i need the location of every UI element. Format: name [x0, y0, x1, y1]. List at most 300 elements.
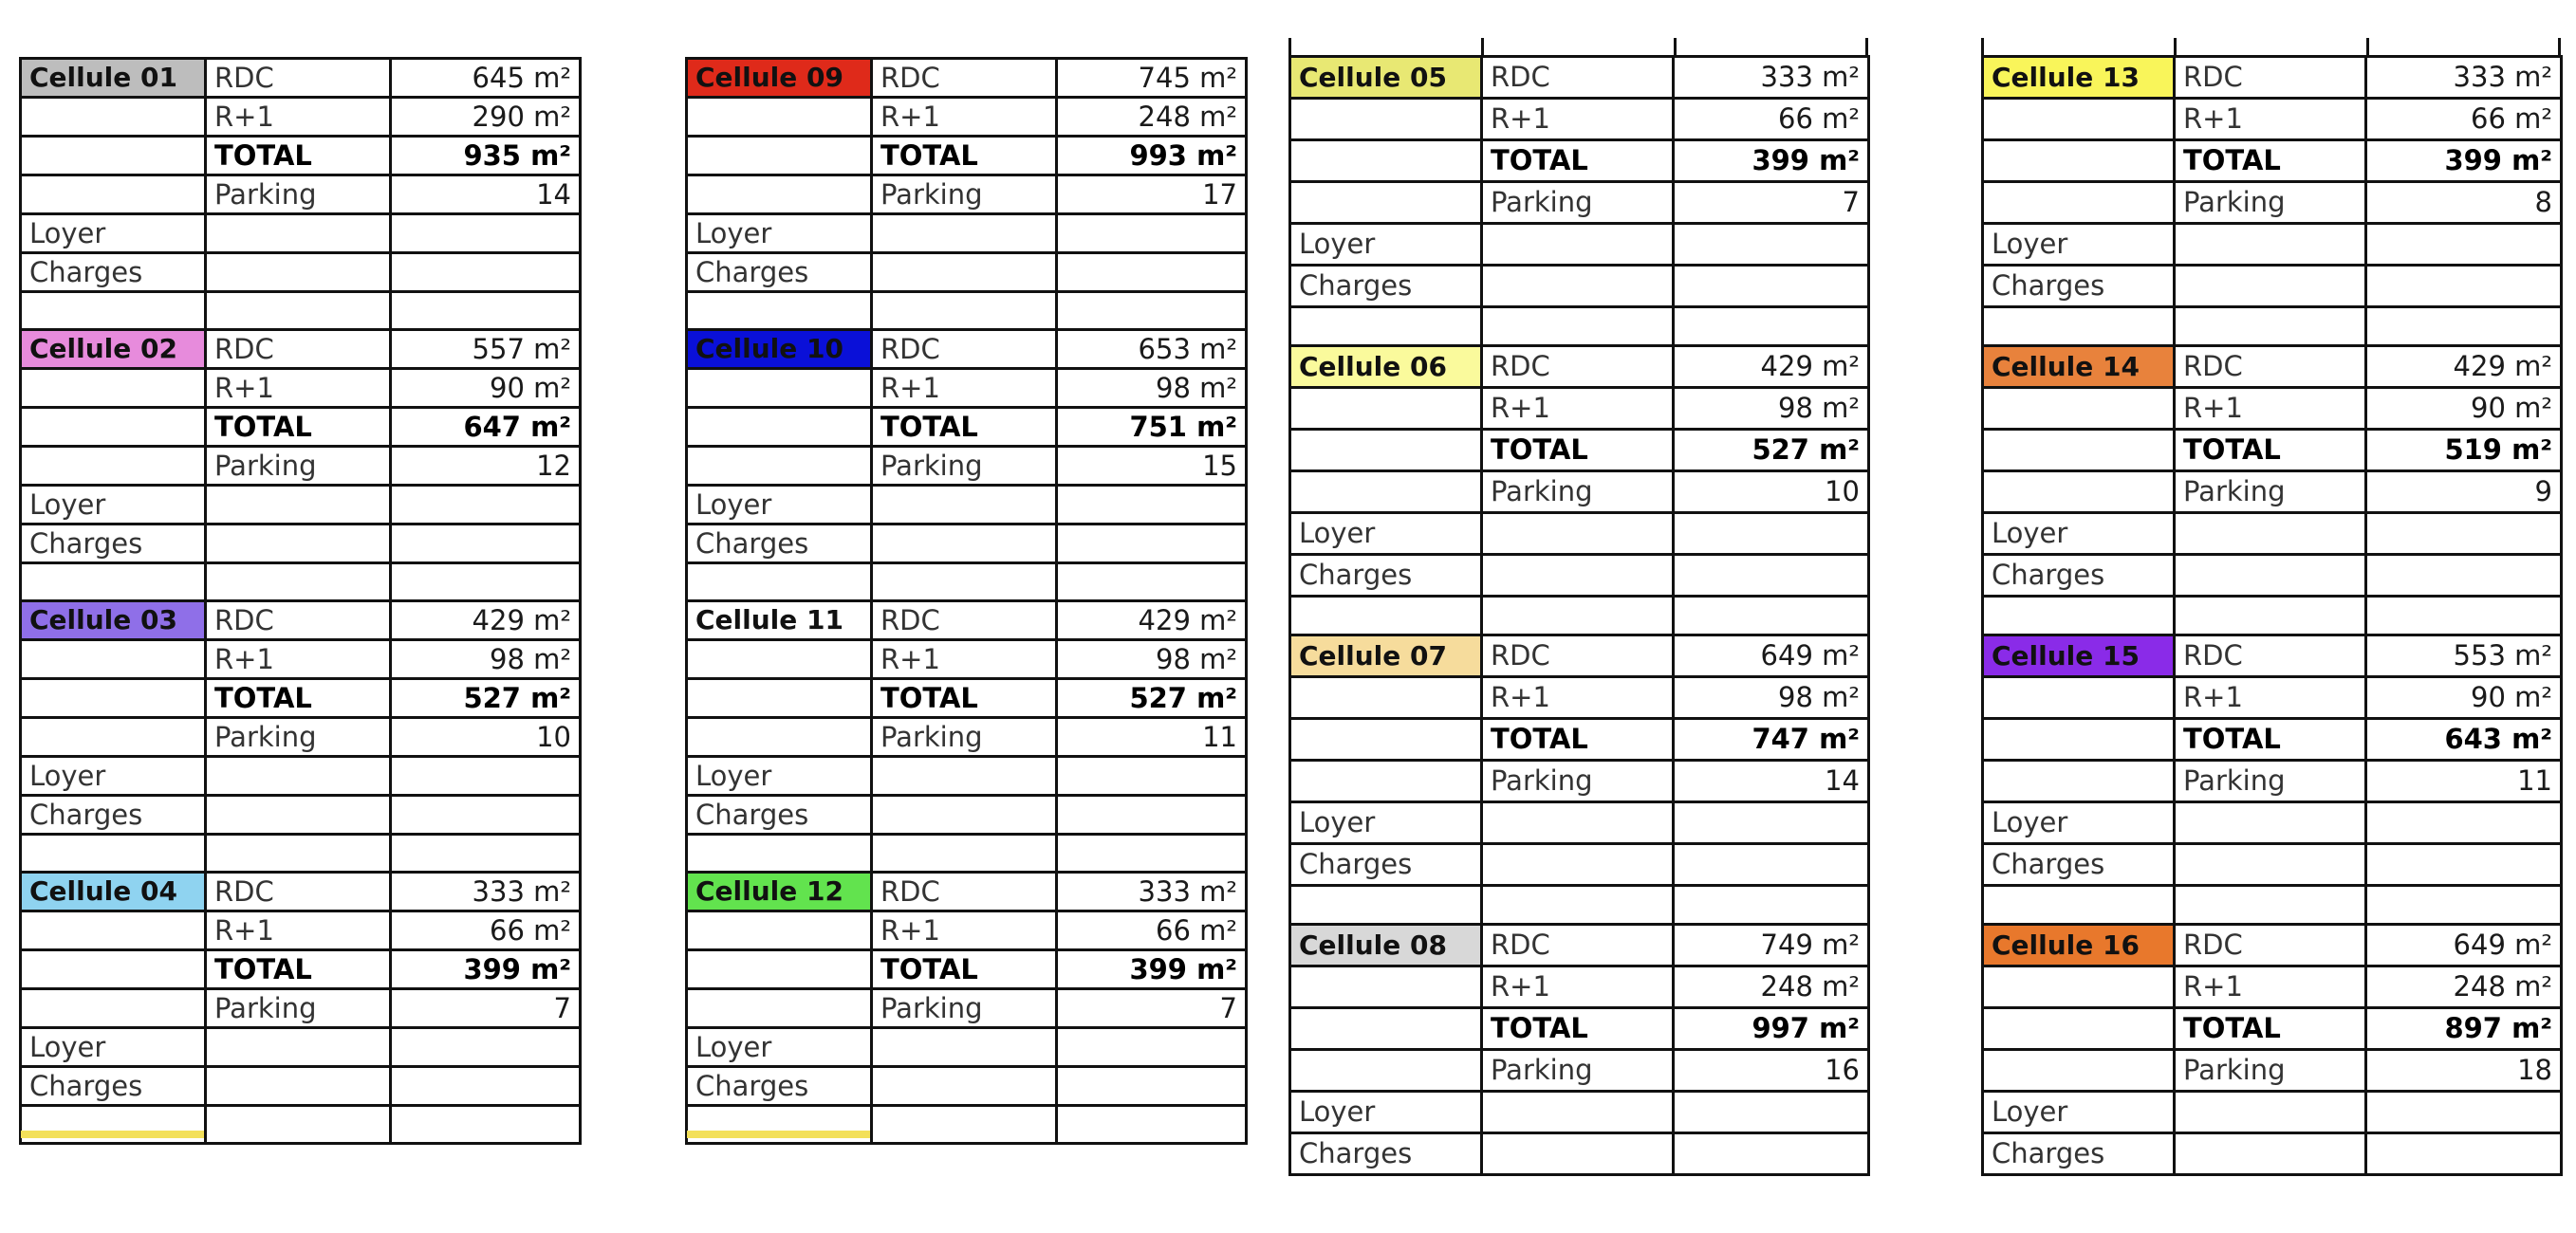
table-row	[687, 137, 1247, 175]
table-row	[1983, 182, 2562, 224]
empty-cell	[2366, 844, 2562, 886]
spacer-row	[1983, 886, 2562, 925]
r1-row-label: R+1	[1482, 966, 1674, 1008]
head-value: 429 m²	[1674, 346, 1869, 388]
table-row	[687, 253, 1247, 292]
cellule-name: Cellule 13	[1983, 57, 2175, 99]
table-row	[1983, 1008, 2562, 1050]
empty-cell	[21, 137, 206, 175]
charges-label: Charges	[1983, 266, 2175, 307]
empty-cell	[1983, 140, 2175, 182]
head-row-label: RDC	[1482, 925, 1674, 966]
empty-cell	[1290, 430, 1482, 471]
empty-cell	[1290, 182, 1482, 224]
empty-cell	[21, 835, 206, 873]
empty-cell	[1290, 307, 1482, 346]
total-row-label: TOTAL	[872, 950, 1057, 989]
empty-cell	[391, 835, 581, 873]
empty-cell	[1674, 224, 1869, 266]
total-value: 399 m²	[1674, 140, 1869, 182]
empty-cell	[1482, 1133, 1674, 1175]
total-row-label: TOTAL	[872, 408, 1057, 447]
empty-cell	[872, 486, 1057, 524]
empty-cell	[1290, 1050, 1482, 1092]
table-row	[687, 98, 1247, 137]
table-row	[1983, 513, 2562, 555]
empty-cell	[391, 292, 581, 330]
table-row	[1983, 844, 2562, 886]
table-row	[1290, 635, 1869, 677]
parking-value: 7	[1057, 989, 1247, 1028]
table-row	[1983, 555, 2562, 597]
empty-cell	[1290, 966, 1482, 1008]
empty-cell	[1057, 835, 1247, 873]
total-row-label: TOTAL	[2175, 430, 2366, 471]
total-value: 399 m²	[1057, 950, 1247, 989]
r1-row-label: R+1	[206, 911, 391, 950]
empty-cell	[21, 563, 206, 601]
empty-cell	[872, 253, 1057, 292]
cellule-name: Cellule 11	[687, 601, 872, 640]
empty-cell	[1674, 555, 1869, 597]
head-value: 333 m²	[1057, 873, 1247, 911]
r1-row-label: R+1	[2175, 388, 2366, 430]
empty-cell	[2366, 307, 2562, 346]
empty-cell	[391, 1028, 581, 1067]
parking-row-label: Parking	[206, 175, 391, 214]
charges-label: Charges	[687, 253, 872, 292]
next-cellule-color-stub	[21, 1131, 204, 1138]
empty-cell	[1290, 677, 1482, 719]
spacer-row	[21, 292, 581, 330]
table-row	[21, 679, 581, 718]
spacer-row	[1983, 597, 2562, 635]
empty-cell	[1674, 266, 1869, 307]
head-value: 653 m²	[1057, 330, 1247, 369]
empty-cell	[21, 447, 206, 486]
empty-cell	[687, 369, 872, 408]
table-row	[1983, 99, 2562, 140]
table-row	[1290, 1133, 1869, 1175]
table-row	[1290, 966, 1869, 1008]
empty-cell	[21, 369, 206, 408]
empty-cell	[2175, 555, 2366, 597]
charges-label: Charges	[687, 524, 872, 563]
table-row	[21, 447, 581, 486]
table-row	[1290, 57, 1869, 99]
loyer-label: Loyer	[687, 214, 872, 253]
empty-cell	[2175, 513, 2366, 555]
head-value: 649 m²	[2366, 925, 2562, 966]
empty-cell	[206, 214, 391, 253]
head-value: 645 m²	[391, 59, 581, 98]
table-row	[687, 679, 1247, 718]
empty-cell	[872, 1106, 1057, 1144]
table-row	[1983, 925, 2562, 966]
head-row-label: RDC	[206, 873, 391, 911]
empty-cell	[21, 292, 206, 330]
empty-cell	[1674, 597, 1869, 635]
empty-cell	[21, 679, 206, 718]
table-row	[687, 330, 1247, 369]
head-row-label: RDC	[1482, 57, 1674, 99]
empty-cell	[1057, 253, 1247, 292]
loyer-label: Loyer	[687, 486, 872, 524]
table-row	[687, 718, 1247, 757]
cellule-table-column-1	[19, 57, 582, 1145]
empty-cell	[1482, 1092, 1674, 1133]
table-row	[1290, 346, 1869, 388]
table-row	[21, 989, 581, 1028]
empty-cell	[1482, 224, 1674, 266]
r1-value: 90 m²	[2366, 388, 2562, 430]
table-row	[21, 950, 581, 989]
parking-row-label: Parking	[2175, 761, 2366, 802]
table-row	[1290, 761, 1869, 802]
r1-row-label: R+1	[206, 369, 391, 408]
empty-cell	[872, 292, 1057, 330]
head-value: 333 m²	[1674, 57, 1869, 99]
table-row	[687, 447, 1247, 486]
empty-cell	[391, 253, 581, 292]
empty-cell	[1482, 307, 1674, 346]
empty-cell	[391, 486, 581, 524]
empty-cell	[1983, 719, 2175, 761]
total-row-label: TOTAL	[206, 679, 391, 718]
r1-row-label: R+1	[1482, 677, 1674, 719]
table-row	[687, 796, 1247, 835]
empty-cell	[21, 718, 206, 757]
head-row-label: RDC	[872, 601, 1057, 640]
loyer-label: Loyer	[1290, 802, 1482, 844]
loyer-label: Loyer	[1983, 513, 2175, 555]
table-top-stub	[1288, 38, 1291, 57]
empty-cell	[1674, 1092, 1869, 1133]
empty-cell	[2366, 1092, 2562, 1133]
empty-cell	[1674, 1133, 1869, 1175]
empty-cell	[21, 950, 206, 989]
empty-cell	[1482, 597, 1674, 635]
table-row	[1983, 635, 2562, 677]
empty-cell	[687, 950, 872, 989]
empty-cell	[687, 447, 872, 486]
empty-cell	[872, 214, 1057, 253]
cellule-name: Cellule 08	[1290, 925, 1482, 966]
table-row	[687, 1067, 1247, 1106]
empty-cell	[1057, 524, 1247, 563]
total-value: 747 m²	[1674, 719, 1869, 761]
r1-value: 248 m²	[1057, 98, 1247, 137]
table-row	[1290, 802, 1869, 844]
parking-value: 17	[1057, 175, 1247, 214]
empty-cell	[687, 137, 872, 175]
empty-cell	[1290, 597, 1482, 635]
table-row	[1290, 140, 1869, 182]
empty-cell	[1482, 802, 1674, 844]
empty-cell	[1057, 1106, 1247, 1144]
head-row-label: RDC	[1482, 346, 1674, 388]
table-row	[21, 873, 581, 911]
empty-cell	[1290, 886, 1482, 925]
total-value: 993 m²	[1057, 137, 1247, 175]
total-row-label: TOTAL	[2175, 719, 2366, 761]
table-row	[1290, 719, 1869, 761]
empty-cell	[1983, 677, 2175, 719]
empty-cell	[1482, 555, 1674, 597]
empty-cell	[391, 563, 581, 601]
empty-cell	[2175, 224, 2366, 266]
empty-cell	[2366, 224, 2562, 266]
r1-row-label: R+1	[206, 640, 391, 679]
empty-cell	[1983, 471, 2175, 513]
table-row	[21, 253, 581, 292]
charges-label: Charges	[21, 1067, 206, 1106]
table-row	[1290, 925, 1869, 966]
charges-label: Charges	[1290, 1133, 1482, 1175]
table-row	[1983, 677, 2562, 719]
empty-cell	[872, 757, 1057, 796]
loyer-label: Loyer	[687, 757, 872, 796]
table-top-stub	[1981, 38, 1984, 57]
table-row	[1290, 555, 1869, 597]
empty-cell	[1290, 140, 1482, 182]
table-row	[21, 1067, 581, 1106]
total-value: 519 m²	[2366, 430, 2562, 471]
total-value: 643 m²	[2366, 719, 2562, 761]
table-row	[1290, 471, 1869, 513]
table-row	[21, 214, 581, 253]
table-row	[1983, 1092, 2562, 1133]
empty-cell	[1983, 430, 2175, 471]
loyer-label: Loyer	[1290, 224, 1482, 266]
next-cellule-color-stub	[687, 1131, 870, 1138]
table-row	[687, 524, 1247, 563]
parking-row-label: Parking	[2175, 182, 2366, 224]
parking-value: 10	[391, 718, 581, 757]
empty-cell	[872, 563, 1057, 601]
parking-value: 12	[391, 447, 581, 486]
empty-cell	[1057, 563, 1247, 601]
total-row-label: TOTAL	[872, 137, 1057, 175]
table-row	[1290, 99, 1869, 140]
parking-row-label: Parking	[1482, 1050, 1674, 1092]
empty-cell	[206, 486, 391, 524]
empty-cell	[1983, 966, 2175, 1008]
empty-cell	[2175, 1133, 2366, 1175]
loyer-label: Loyer	[1290, 513, 1482, 555]
head-value: 429 m²	[1057, 601, 1247, 640]
empty-cell	[2175, 307, 2366, 346]
empty-cell	[1983, 182, 2175, 224]
table-row	[1983, 761, 2562, 802]
cellule-name: Cellule 01	[21, 59, 206, 98]
loyer-label: Loyer	[21, 757, 206, 796]
r1-value: 98 m²	[1674, 677, 1869, 719]
parking-row-label: Parking	[2175, 1050, 2366, 1092]
empty-cell	[21, 989, 206, 1028]
table-row	[687, 640, 1247, 679]
empty-cell	[687, 292, 872, 330]
empty-cell	[1482, 886, 1674, 925]
empty-cell	[206, 757, 391, 796]
empty-cell	[206, 292, 391, 330]
head-value: 429 m²	[2366, 346, 2562, 388]
spacer-row	[687, 292, 1247, 330]
charges-label: Charges	[1983, 844, 2175, 886]
table-row	[687, 175, 1247, 214]
spacer-row	[1983, 307, 2562, 346]
table-row	[21, 524, 581, 563]
empty-cell	[1983, 761, 2175, 802]
cellule-name: Cellule 03	[21, 601, 206, 640]
table-row	[1983, 430, 2562, 471]
cellule-name: Cellule 04	[21, 873, 206, 911]
table-row	[21, 796, 581, 835]
empty-cell	[1674, 513, 1869, 555]
cellule-name: Cellule 07	[1290, 635, 1482, 677]
table-row	[1983, 57, 2562, 99]
table-row	[1983, 471, 2562, 513]
empty-cell	[872, 796, 1057, 835]
parking-row-label: Parking	[2175, 471, 2366, 513]
parking-row-label: Parking	[1482, 471, 1674, 513]
total-value: 647 m²	[391, 408, 581, 447]
head-value: 429 m²	[391, 601, 581, 640]
empty-cell	[872, 1067, 1057, 1106]
loyer-label: Loyer	[687, 1028, 872, 1067]
table-row	[687, 59, 1247, 98]
empty-cell	[1057, 796, 1247, 835]
r1-value: 66 m²	[1674, 99, 1869, 140]
r1-value: 98 m²	[1674, 388, 1869, 430]
empty-cell	[21, 911, 206, 950]
cellule-name: Cellule 06	[1290, 346, 1482, 388]
head-row-label: RDC	[872, 59, 1057, 98]
empty-cell	[21, 640, 206, 679]
head-row-label: RDC	[206, 330, 391, 369]
empty-cell	[1983, 388, 2175, 430]
empty-cell	[1674, 802, 1869, 844]
total-row-label: TOTAL	[206, 137, 391, 175]
table-row	[687, 873, 1247, 911]
parking-value: 7	[391, 989, 581, 1028]
table-row	[1983, 266, 2562, 307]
empty-cell	[391, 1106, 581, 1144]
r1-row-label: R+1	[1482, 388, 1674, 430]
table-row	[687, 601, 1247, 640]
r1-value: 66 m²	[2366, 99, 2562, 140]
table-row	[21, 601, 581, 640]
table-row	[687, 408, 1247, 447]
table-row	[687, 757, 1247, 796]
empty-cell	[687, 563, 872, 601]
cellule-name: Cellule 16	[1983, 925, 2175, 966]
table-row	[1290, 430, 1869, 471]
spacer-row	[21, 563, 581, 601]
loyer-label: Loyer	[21, 1028, 206, 1067]
empty-cell	[206, 1067, 391, 1106]
table-row	[1290, 1008, 1869, 1050]
parking-value: 18	[2366, 1050, 2562, 1092]
parking-value: 10	[1674, 471, 1869, 513]
table-row	[687, 950, 1247, 989]
head-value: 333 m²	[2366, 57, 2562, 99]
r1-row-label: R+1	[872, 369, 1057, 408]
total-row-label: TOTAL	[206, 950, 391, 989]
parking-row-label: Parking	[872, 718, 1057, 757]
empty-cell	[21, 408, 206, 447]
parking-value: 15	[1057, 447, 1247, 486]
empty-cell	[2175, 802, 2366, 844]
head-row-label: RDC	[2175, 346, 2366, 388]
total-value: 935 m²	[391, 137, 581, 175]
table-top-stub	[2558, 38, 2561, 57]
table-row	[1290, 844, 1869, 886]
empty-cell	[1057, 292, 1247, 330]
cellule-name: Cellule 09	[687, 59, 872, 98]
empty-cell	[1482, 513, 1674, 555]
table-row	[1983, 388, 2562, 430]
table-row	[687, 214, 1247, 253]
parking-value: 14	[1674, 761, 1869, 802]
head-row-label: RDC	[872, 330, 1057, 369]
parking-value: 8	[2366, 182, 2562, 224]
table-row	[1290, 182, 1869, 224]
empty-cell	[687, 835, 872, 873]
total-row-label: TOTAL	[872, 679, 1057, 718]
loyer-label: Loyer	[21, 486, 206, 524]
loyer-label: Loyer	[1983, 1092, 2175, 1133]
r1-value: 66 m²	[391, 911, 581, 950]
total-row-label: TOTAL	[1482, 719, 1674, 761]
empty-cell	[1057, 1067, 1247, 1106]
empty-cell	[2366, 555, 2562, 597]
table-row	[1983, 346, 2562, 388]
table-row	[687, 911, 1247, 950]
empty-cell	[2366, 1133, 2562, 1175]
table-top-stub	[1481, 38, 1484, 57]
empty-cell	[206, 563, 391, 601]
loyer-label: Loyer	[1983, 224, 2175, 266]
head-row-label: RDC	[1482, 635, 1674, 677]
total-row-label: TOTAL	[2175, 1008, 2366, 1050]
charges-label: Charges	[1290, 555, 1482, 597]
table-row	[21, 137, 581, 175]
parking-row-label: Parking	[206, 989, 391, 1028]
cellule-table-column-3	[1288, 55, 1870, 1176]
spacer-row	[21, 835, 581, 873]
total-row-label: TOTAL	[1482, 430, 1674, 471]
table-row	[687, 1028, 1247, 1067]
table-row	[1290, 1092, 1869, 1133]
parking-row-label: Parking	[872, 447, 1057, 486]
empty-cell	[2175, 886, 2366, 925]
r1-value: 248 m²	[1674, 966, 1869, 1008]
cellule-name: Cellule 14	[1983, 346, 2175, 388]
table-row	[1290, 266, 1869, 307]
empty-cell	[206, 796, 391, 835]
table-row	[1290, 677, 1869, 719]
parking-value: 14	[391, 175, 581, 214]
spacer-row	[687, 563, 1247, 601]
charges-label: Charges	[1290, 844, 1482, 886]
charges-label: Charges	[1290, 266, 1482, 307]
table-row	[1983, 802, 2562, 844]
table-row	[1983, 966, 2562, 1008]
table-row	[687, 486, 1247, 524]
table-row	[1290, 513, 1869, 555]
parking-value: 11	[1057, 718, 1247, 757]
